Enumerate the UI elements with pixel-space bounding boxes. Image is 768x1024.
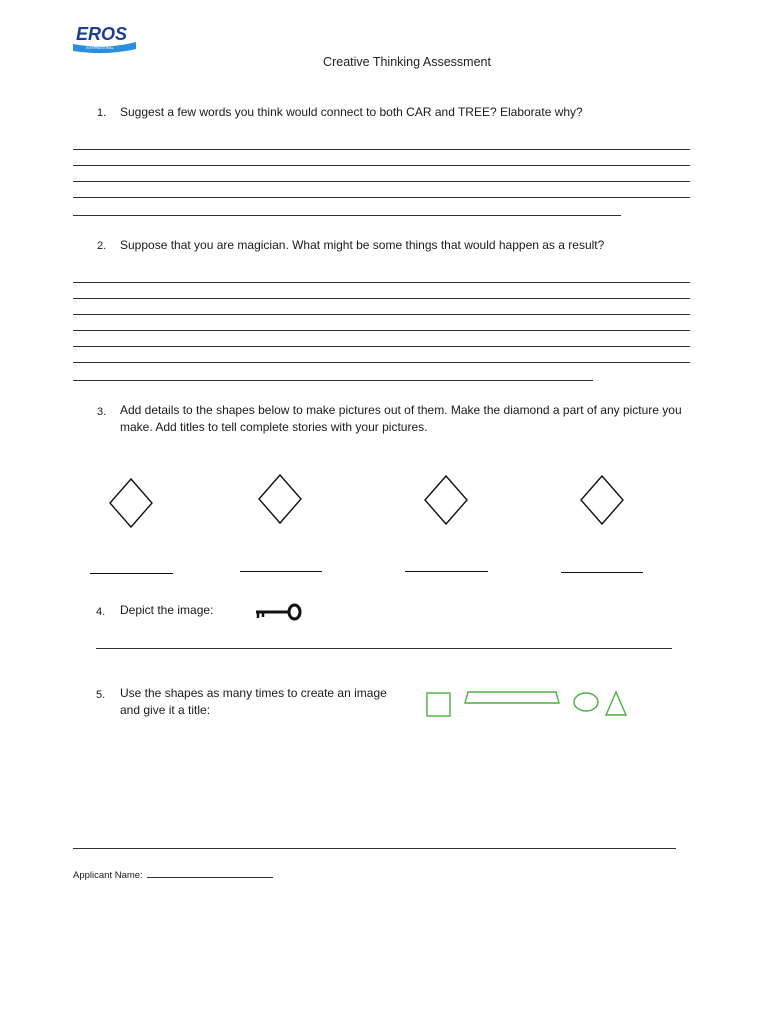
answer-line[interactable] [73,380,593,381]
answer-line[interactable] [73,181,690,182]
answer-line[interactable] [73,314,690,315]
question-5-text: Use the shapes as many times to create an image and give it a title: [120,686,387,717]
answer-line[interactable] [96,648,672,649]
answer-line[interactable] [73,362,690,363]
diamond-icon[interactable] [423,474,469,526]
picture-title-line[interactable] [240,571,322,572]
answer-line[interactable] [73,215,621,216]
answer-line[interactable] [73,197,690,198]
picture-title-line[interactable] [90,573,173,574]
logo-tagline-text: INTERNATIONAL [86,46,114,50]
diamond-icon[interactable] [257,473,303,525]
answer-line[interactable] [73,165,690,166]
answer-line[interactable] [73,298,690,299]
diamond-icon[interactable] [108,477,154,529]
question-4-number: 4. [96,606,106,618]
key-icon [254,601,304,623]
answer-line[interactable] [73,282,690,283]
answer-line[interactable] [73,346,690,347]
question-3-number: 3. [97,406,107,418]
page-title: Creative Thinking Assessment [323,55,491,69]
question-4-text: Depict the image: [120,603,214,617]
answer-line[interactable] [73,848,676,849]
picture-title-line[interactable] [405,571,488,572]
shape-set [424,688,634,720]
question-1-number: 1. [97,107,107,119]
logo-brand-text: EROS [76,24,128,44]
square-icon [427,693,450,716]
triangle-icon [606,692,626,715]
applicant-name-field[interactable] [147,868,273,878]
diamond-icon[interactable] [579,474,625,526]
question-1-text: Suggest a few words you think would connect to both CAR and TREE? Elaborate why? [120,105,583,119]
picture-title-line[interactable] [561,572,643,573]
applicant-name-label: Applicant Name: [73,870,143,881]
answer-line[interactable] [73,330,690,331]
question-2-number: 2. [97,240,107,252]
parallelogram-icon [465,692,559,703]
ellipse-icon [574,693,598,711]
answer-line[interactable] [73,149,690,150]
question-5-number: 5. [96,689,106,701]
eros-logo [72,22,138,58]
question-2-text: Suppose that you are magician. What might be some things that would happen as a result? [120,238,605,252]
applicant-name-row [73,868,273,881]
question-3-text: Add details to the shapes below to make pictures out of them. Make the diamond a part of any picture you make. Add titles to tell complete stories with your pictures. [120,403,682,434]
